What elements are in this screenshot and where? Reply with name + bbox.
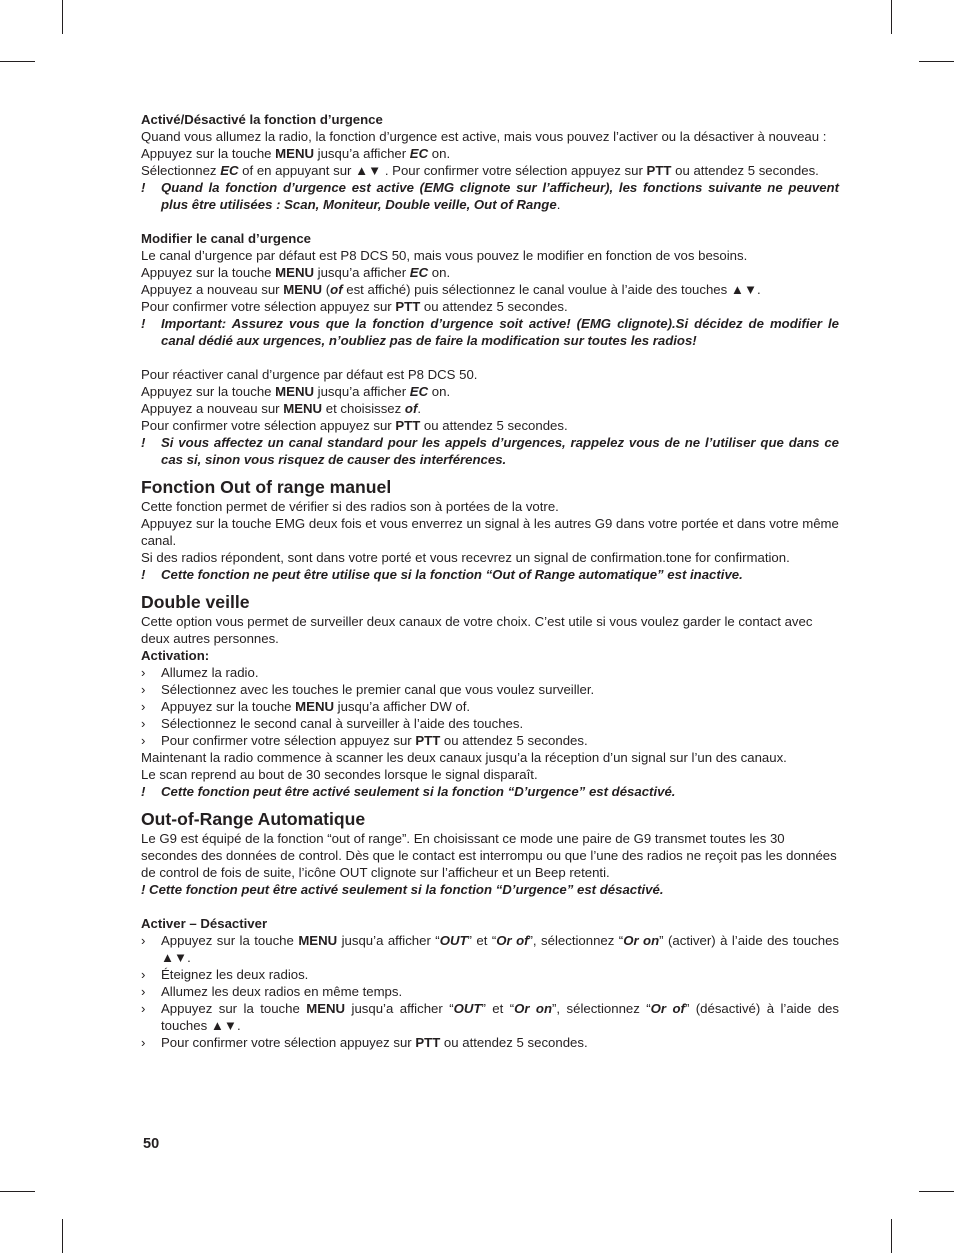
paragraph: Appuyez a nouveau sur MENU (of est affiché) puis sélectionnez le canal voulue à l’aide des touches ▲▼. bbox=[141, 282, 761, 297]
paragraph: Si des radios répondent, sont dans votre porté et vous recevrez un signal de confirmation.tone for confirmation. bbox=[141, 550, 790, 565]
paragraph: Pour réactiver canal d’urgence par défaut est P8 DCS 50. bbox=[141, 367, 478, 382]
paragraph: Quand vous allumez la radio, la fonction d’urgence est active, mais vous pouvez l’activer ou la désactiver à nouveau : bbox=[141, 129, 827, 144]
chevron-right-icon: › bbox=[141, 967, 146, 982]
paragraph: Pour confirmer votre sélection appuyez sur PTT ou attendez 5 secondes. bbox=[141, 299, 568, 314]
paragraph: Appuyez sur la touche EMG deux fois et vous enverrez un signal à les autres G9 dans votre portée et dans votre même canal. bbox=[141, 516, 839, 548]
list-item: › Pour confirmer votre sélection appuyez sur PTT ou attendez 5 secondes. bbox=[141, 733, 588, 748]
warning-note: ! Cette fonction peut être activé seulement si la fonction “D’urgence” est désactivé. bbox=[141, 784, 676, 799]
subheading-activate-deactivate: Activer – Désactiver bbox=[141, 916, 268, 931]
warning-note: ! Cette fonction peut être activé seulement si la fonction “D’urgence” est désactivé. bbox=[141, 882, 664, 897]
warning-note: ! Important: Assurez vous que la fonction d’urgence soit active! (EMG clignote).Si décidez de modifier le canal dédié aux urgences, n’oubliez pas de faire la modification sur toutes les radios! bbox=[141, 316, 839, 348]
list-item: › Appuyez sur la touche MENU jusqu’a afficher DW of. bbox=[141, 699, 471, 714]
paragraph: Le G9 est équipé de la fonction “out of range”. En choisissant ce mode une paire de G9 transmet toutes les 30 secondes des données de control. Dès que le contact est interrompu ou que l’une des radios ne reçoit pas les données de control de fois de suite, l’icône OUT clignote sur l’afficheur et un Beep retenti. bbox=[141, 831, 837, 880]
paragraph: Sélectionnez EC of en appuyant sur ▲▼ . Pour confirmer votre sélection appuyez sur PTT ou attendez 5 secondes. bbox=[141, 163, 819, 178]
chevron-right-icon: › bbox=[141, 716, 146, 731]
paragraph: Le scan reprend au bout de 30 secondes lorsque le signal disparaît. bbox=[141, 767, 538, 782]
crop-mark-top-left-h bbox=[0, 61, 35, 62]
list-item: › Sélectionnez le second canal à surveiller à l’aide des touches. bbox=[141, 716, 524, 731]
section-heading-dual-watch: Double veille bbox=[141, 592, 250, 612]
list-item: › Allumez la radio. bbox=[141, 665, 259, 680]
warning-note: ! Quand la fonction d’urgence est active (EMG clignote sur l’afficheur), les fonctions suivante ne peuvent plus être utilisées : Scan, Moniteur, Double veille, Out of Range. bbox=[141, 180, 839, 212]
paragraph: Appuyez sur la touche MENU jusqu’a afficher EC on. bbox=[141, 384, 451, 399]
list-item: › Sélectionnez avec les touches le premier canal que vous voulez surveiller. bbox=[141, 682, 595, 697]
paragraph: Appuyez sur la touche MENU jusqu’a afficher EC on. bbox=[141, 265, 451, 280]
list-item: › Appuyez sur la touche MENU jusqu’a afficher “OUT” et “Or on”, sélectionnez “Or of” (désactivé) à l’aide des touches ▲▼. bbox=[141, 1001, 839, 1033]
exclamation-icon: ! bbox=[141, 435, 146, 450]
chevron-right-icon: › bbox=[141, 665, 146, 680]
chevron-right-icon: › bbox=[141, 1001, 146, 1016]
paragraph: Le canal d’urgence par défaut est P8 DCS 50, mais vous pouvez le modifier en fonction de vos besoins. bbox=[141, 248, 748, 263]
paragraph: Appuyez a nouveau sur MENU et choisissez of. bbox=[141, 401, 422, 416]
crop-mark-bottom-right-v bbox=[891, 1219, 892, 1253]
list-item: › Appuyez sur la touche MENU jusqu’a afficher “OUT” et “Or of”, sélectionnez “Or on” (activer) à l’aide des touches ▲▼. bbox=[141, 933, 840, 965]
paragraph: Appuyez sur la touche MENU jusqu’a afficher EC on. bbox=[141, 146, 451, 161]
section-heading-modify-channel: Modifier le canal d’urgence bbox=[141, 231, 312, 246]
exclamation-icon: ! bbox=[141, 567, 146, 582]
paragraph: Cette option vous permet de surveiller deux canaux de votre choix. C’est utile si vous voulez garder le contact avec deux autres personnes. bbox=[141, 614, 813, 646]
activation-label: Activation: bbox=[141, 648, 210, 663]
chevron-right-icon: › bbox=[141, 682, 146, 697]
crop-mark-top-left-v bbox=[62, 0, 63, 34]
crop-mark-top-right-h bbox=[919, 61, 954, 62]
exclamation-icon: ! bbox=[141, 180, 146, 195]
section-heading-out-of-range-manual: Fonction Out of range manuel bbox=[141, 477, 392, 497]
list-item: › Allumez les deux radios en même temps. bbox=[141, 984, 403, 999]
crop-mark-bottom-right-h bbox=[919, 1191, 954, 1192]
chevron-right-icon: › bbox=[141, 699, 146, 714]
warning-note: ! Cette fonction ne peut être utilise que si la fonction “Out of Range automatique” est inactive. bbox=[141, 567, 743, 582]
paragraph: Cette fonction permet de vérifier si des radios son à portées de la votre. bbox=[141, 499, 559, 514]
exclamation-icon: ! bbox=[141, 784, 146, 799]
warning-note: ! Si vous affectez un canal standard pour les appels d’urgences, rappelez vous de ne l’utiliser que dans ce cas si, sinon vous risquez de causer des interférences. bbox=[141, 435, 839, 467]
section-heading-out-of-range-auto: Out-of-Range Automatique bbox=[141, 809, 366, 829]
list-item: › Éteignez les deux radios. bbox=[141, 967, 309, 982]
section-heading-emergency-toggle: Activé/Désactivé la fonction d’urgence bbox=[141, 112, 383, 127]
exclamation-icon: ! bbox=[141, 316, 146, 331]
crop-mark-bottom-left-v bbox=[62, 1219, 63, 1253]
paragraph: Pour confirmer votre sélection appuyez sur PTT ou attendez 5 secondes. bbox=[141, 418, 568, 433]
page-content bbox=[141, 111, 839, 1051]
paragraph: Maintenant la radio commence à scanner les deux canaux jusqu’a la réception d’un signal sur l’un des canaux. bbox=[141, 750, 787, 765]
chevron-right-icon: › bbox=[141, 933, 146, 948]
chevron-right-icon: › bbox=[141, 1035, 146, 1050]
crop-mark-top-right-v bbox=[891, 0, 892, 34]
crop-mark-bottom-left-h bbox=[0, 1191, 35, 1192]
list-item: › Pour confirmer votre sélection appuyez sur PTT ou attendez 5 secondes. bbox=[141, 1035, 588, 1050]
chevron-right-icon: › bbox=[141, 984, 146, 999]
page-number: 50 bbox=[143, 1136, 160, 1152]
chevron-right-icon: › bbox=[141, 733, 146, 748]
